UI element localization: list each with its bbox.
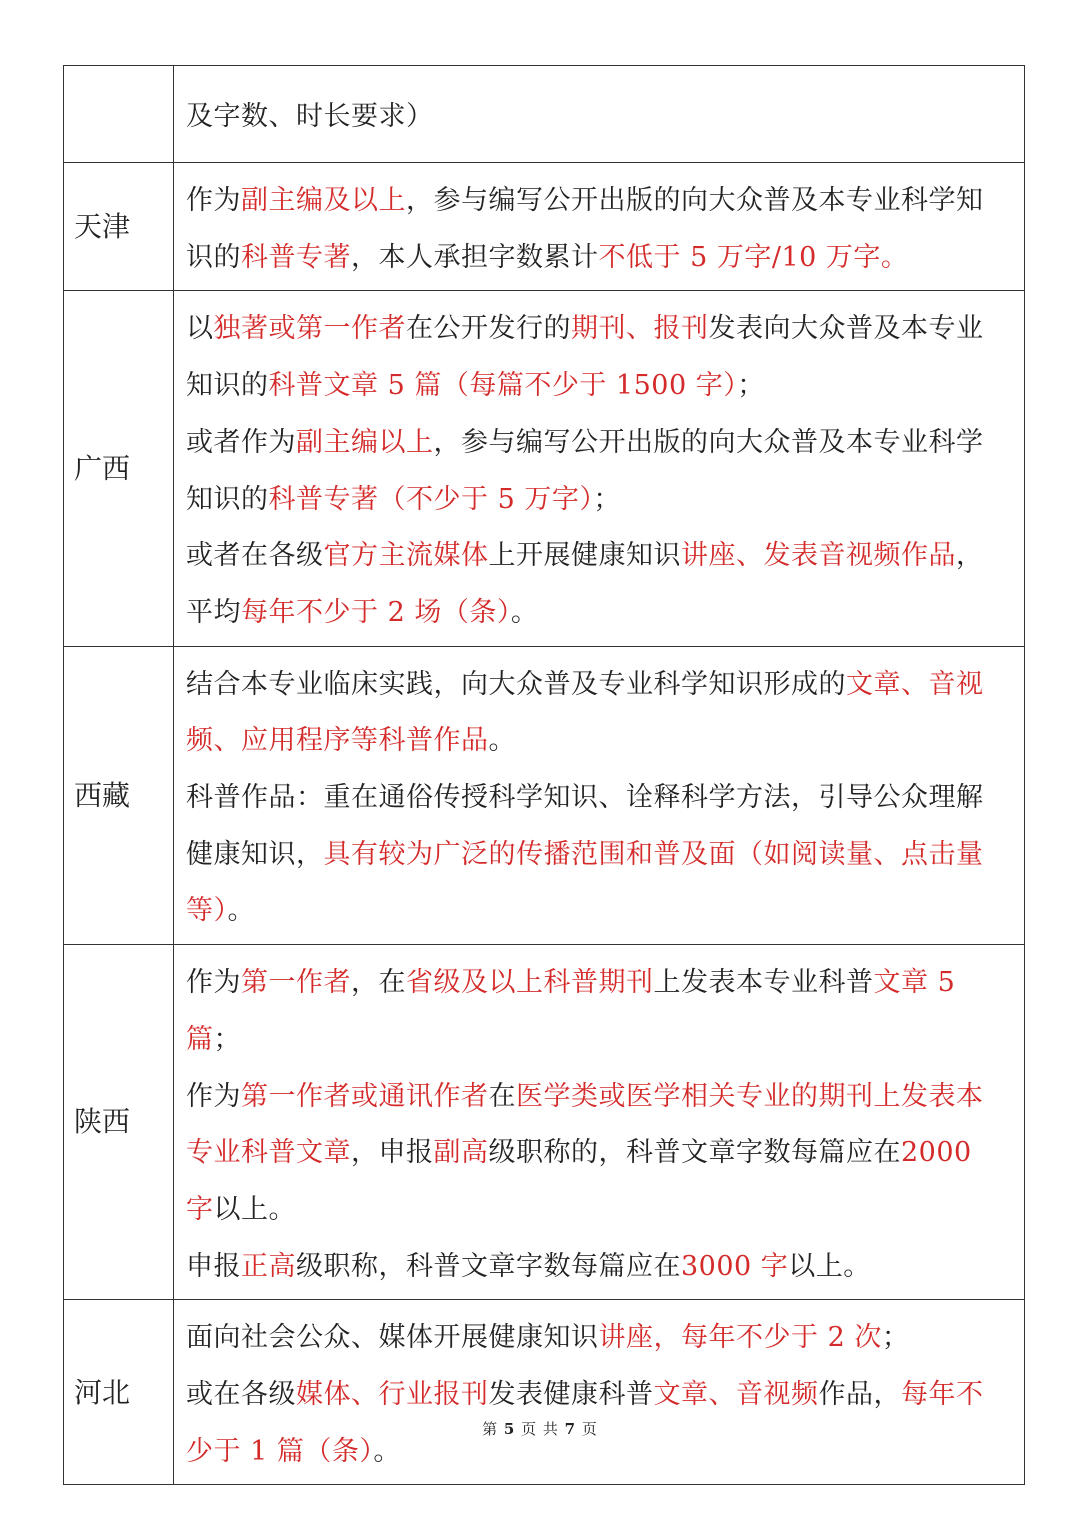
highlighted-text: 期刊、报刊 bbox=[571, 313, 709, 345]
body-text: ； bbox=[881, 1322, 910, 1354]
table-body bbox=[64, 66, 1025, 1485]
body-text: 级职称的，科普文章字数每篇应在 bbox=[488, 1137, 901, 1169]
body-text: 作品， bbox=[818, 1379, 901, 1411]
footer-suffix: 页 bbox=[581, 1420, 598, 1438]
table-row bbox=[64, 163, 1025, 291]
highlighted-text: 科普文章 5 篇（每篇不少于 1500 字） bbox=[268, 370, 738, 402]
requirement-paragraph bbox=[186, 657, 1002, 770]
highlighted-text: 独著或第一作者 bbox=[213, 313, 406, 345]
requirement-paragraph bbox=[186, 770, 1002, 940]
body-text: 或者在各级 bbox=[186, 540, 324, 572]
requirement-cell bbox=[174, 163, 1025, 291]
highlighted-text: 2000 字 bbox=[186, 1137, 972, 1225]
requirement-paragraph bbox=[186, 89, 1002, 146]
body-text: ，本人承担字数累计 bbox=[351, 241, 599, 273]
highlighted-text: 副高 bbox=[433, 1137, 489, 1169]
requirement-paragraph bbox=[186, 528, 1002, 641]
highlighted-text: 副主编及以上 bbox=[241, 185, 406, 216]
table-row bbox=[64, 646, 1025, 945]
footer-page-number: 5 bbox=[503, 1420, 516, 1438]
region-cell: 西藏 bbox=[64, 646, 174, 945]
highlighted-text: 官方主流媒体 bbox=[323, 540, 489, 572]
body-text: ，参与编写公开出版的向大众普及本专业科学知识的 bbox=[186, 185, 984, 273]
body-text: 作为 bbox=[186, 185, 241, 216]
body-text: 科普作品：重在通俗传授科学知识、诠释科学方法，引导公众理解健康知识， bbox=[186, 782, 984, 870]
body-text: ； bbox=[737, 370, 765, 402]
requirement-cell bbox=[174, 945, 1025, 1300]
body-text: 以上。 bbox=[788, 1250, 871, 1282]
table-row bbox=[64, 945, 1025, 1300]
body-text: ，平均 bbox=[186, 540, 984, 628]
highlighted-text: 第一作者 bbox=[241, 967, 351, 999]
highlighted-text: 每年不少于 2 场（条） bbox=[241, 596, 511, 628]
requirement-cell bbox=[174, 1300, 1025, 1485]
highlighted-text: 讲座，每年不少于 2 次 bbox=[598, 1322, 882, 1354]
footer-total-pages: 7 bbox=[564, 1420, 577, 1438]
highlighted-text: 省级及以上科普期刊 bbox=[406, 967, 654, 999]
region-cell: 河北 bbox=[64, 1300, 174, 1485]
body-text: 结合本专业临床实践，向大众普及专业科学知识形成的 bbox=[186, 668, 846, 700]
body-text: 上开展健康知识 bbox=[488, 540, 681, 572]
body-text: 或者作为 bbox=[186, 426, 296, 458]
table-row bbox=[64, 66, 1025, 163]
policy-table bbox=[63, 65, 1025, 1485]
highlighted-text: 文章、音视频 bbox=[653, 1379, 819, 1411]
body-text: 在 bbox=[488, 1080, 516, 1112]
requirement-paragraph bbox=[186, 1239, 1002, 1296]
body-text: ，申报 bbox=[351, 1137, 434, 1169]
body-text: 以上。 bbox=[213, 1193, 296, 1225]
requirement-cell bbox=[174, 646, 1025, 945]
highlighted-text: 副主编以上 bbox=[296, 426, 434, 458]
body-text: 在公开发行的 bbox=[406, 313, 571, 345]
body-text: 作为 bbox=[186, 1080, 241, 1112]
region-cell bbox=[64, 66, 174, 163]
body-text: 上发表本专业科普 bbox=[653, 967, 874, 999]
body-text: ； bbox=[213, 1023, 241, 1055]
highlighted-text: 不低于 5 万字/10 万字。 bbox=[598, 241, 909, 273]
highlighted-text: 科普专著 bbox=[241, 241, 351, 273]
highlighted-text: 每年不少于 1 篇（条） bbox=[186, 1379, 984, 1467]
requirement-paragraph bbox=[186, 415, 1002, 528]
body-text: ，参与编写公开出版的向大众普及本专业科学知识的 bbox=[186, 426, 984, 515]
body-text: 申报 bbox=[186, 1250, 241, 1282]
footer-prefix: 第 bbox=[482, 1420, 499, 1438]
requirement-paragraph bbox=[186, 1069, 1002, 1239]
body-text: 或在各级 bbox=[186, 1379, 296, 1411]
table-row bbox=[64, 1300, 1025, 1485]
highlighted-text: 3000 字 bbox=[681, 1250, 789, 1282]
requirement-paragraph bbox=[186, 955, 1002, 1068]
region-cell: 天津 bbox=[64, 163, 174, 291]
highlighted-text: 文章、音视频、应用程序等科普作品 bbox=[186, 668, 984, 757]
requirement-cell bbox=[174, 291, 1025, 646]
body-text: ，在 bbox=[351, 967, 406, 999]
body-text: 发表健康科普 bbox=[488, 1379, 654, 1411]
body-text: 以 bbox=[186, 313, 214, 345]
highlighted-text: 讲座、发表音视频作品 bbox=[681, 540, 956, 572]
highlighted-text: 文章 5 篇 bbox=[186, 967, 956, 1055]
body-text: 。 bbox=[488, 725, 516, 757]
highlighted-text: 科普专著（不少于 5 万字） bbox=[268, 483, 594, 515]
body-text: 发表向大众普及本专业知识的 bbox=[186, 313, 984, 402]
table-row bbox=[64, 291, 1025, 646]
highlighted-text: 具有较为广泛的传播范围和普及面（如阅读量、点击量等） bbox=[186, 838, 984, 927]
body-text: 作为 bbox=[186, 967, 241, 999]
footer-middle: 页 共 bbox=[521, 1420, 559, 1438]
page-footer bbox=[0, 1418, 1080, 1439]
region-cell: 广西 bbox=[64, 291, 174, 646]
requirement-cell bbox=[174, 66, 1025, 163]
highlighted-text: 第一作者或通讯作者 bbox=[241, 1080, 489, 1112]
requirement-paragraph bbox=[186, 1310, 1002, 1367]
highlighted-text: 医学类或医学相关专业的期刊上发表本专业科普文章 bbox=[186, 1080, 984, 1169]
body-text: ； bbox=[593, 483, 621, 515]
highlighted-text: 媒体、行业报刊 bbox=[296, 1379, 489, 1411]
body-text: 面向社会公众、媒体开展健康知识 bbox=[186, 1322, 599, 1354]
requirement-paragraph bbox=[186, 173, 1002, 286]
body-text: 级职称，科普文章字数每篇应在 bbox=[296, 1250, 681, 1282]
body-text: 。 bbox=[510, 596, 539, 628]
body-text: 。 bbox=[227, 895, 255, 927]
body-text: 及字数、时长要求） bbox=[186, 100, 434, 132]
highlighted-text: 正高 bbox=[241, 1250, 296, 1282]
requirement-paragraph bbox=[186, 301, 1002, 414]
region-cell: 陕西 bbox=[64, 945, 174, 1300]
body-text: 。 bbox=[373, 1435, 401, 1467]
